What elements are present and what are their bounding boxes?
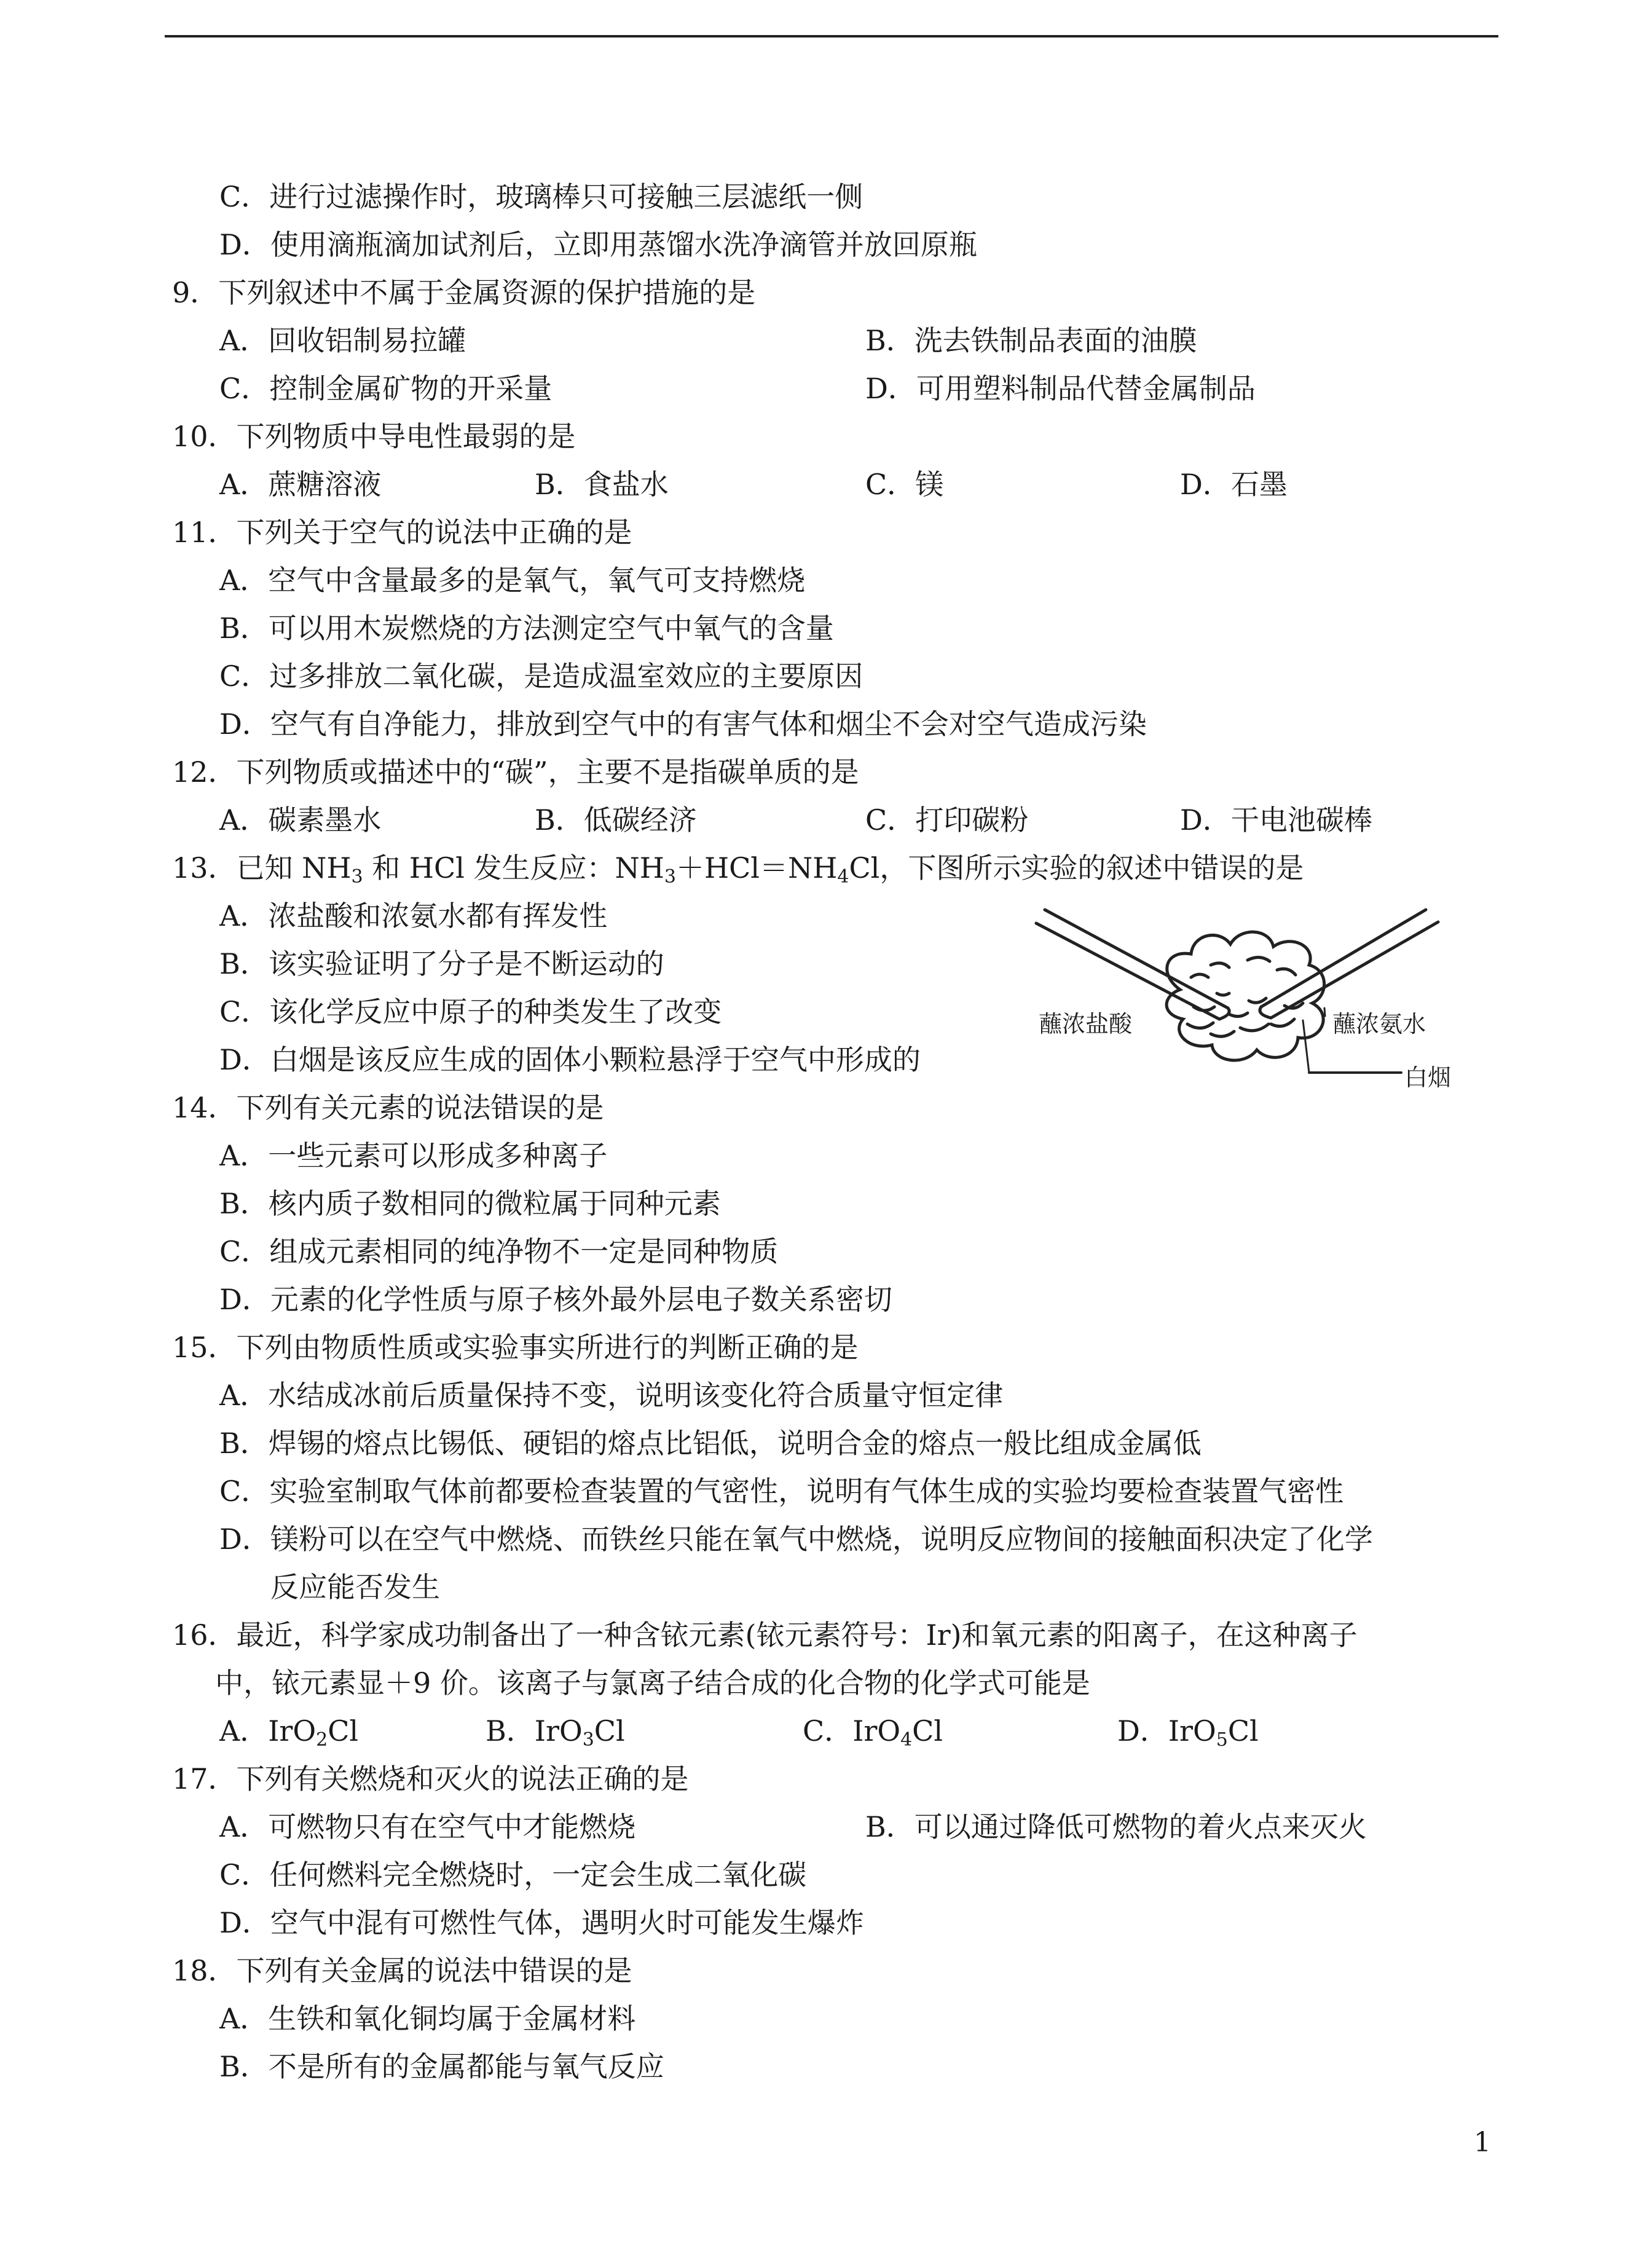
- q15-stem: 15．下列由物质性质或实验事实所进行的判断正确的是: [172, 1331, 859, 1364]
- q15-option-d: D．镁粉可以在空气中燃烧、而铁丝只能在氧气中燃烧，说明反应物间的接触面积决定了化学: [219, 1523, 1373, 1556]
- q15-option-c: C．实验室制取气体前都要检查装置的气密性，说明有气体生成的实验均要检查装置气密性: [219, 1475, 1344, 1508]
- q16-option-d: D．IrO$_5$Cl: [1117, 1714, 1259, 1751]
- q16-option-b: B．IrO$_3$Cl: [486, 1714, 625, 1751]
- q10-option-c: C．镁: [865, 468, 944, 501]
- header-rule: [165, 35, 1498, 37]
- q11-option-c: C．过多排放二氧化碳，是造成温室效应的主要原因: [219, 660, 863, 693]
- q9-option-a: A．回收铝制易拉罐: [219, 324, 466, 357]
- q9-option-d: D．可用塑料制品代替金属制品: [865, 372, 1256, 405]
- q16-option-a: A．IrO$_2$Cl: [219, 1714, 359, 1751]
- q10-option-d: D．石墨: [1180, 468, 1288, 501]
- q13-option-a: A．浓盐酸和浓氨水都有挥发性: [219, 899, 608, 932]
- q11-option-a: A．空气中含量最多的是氧气，氧气可支持燃烧: [219, 564, 806, 597]
- q12-option-a: A．碳素墨水: [219, 803, 382, 837]
- q14-option-d: D．元素的化学性质与原子核外最外层电子数关系密切: [219, 1283, 892, 1316]
- q13-option-d: D．白烟是该反应生成的固体小颗粒悬浮于空气中形成的: [219, 1043, 921, 1076]
- q15-option-b: B．焊锡的熔点比锡低、硬铝的熔点比铝低，说明合金的熔点一般比组成金属低: [219, 1427, 1202, 1460]
- q9-stem: 9．下列叙述中不属于金属资源的保护措施的是: [172, 276, 756, 309]
- q17-option-a: A．可燃物只有在空气中才能燃烧: [219, 1810, 636, 1843]
- page-number: 1: [1474, 2127, 1491, 2158]
- q12-stem: 12．下列物质或描述中的“碳”，主要不是指碳单质的是: [172, 755, 859, 789]
- label-concentrated-hcl: 蘸浓盐酸: [1039, 1011, 1133, 1038]
- q15-option-a: A．水结成冰前后质量保持不变，说明该变化符合质量守恒定律: [219, 1379, 1004, 1412]
- q12-option-c: C．打印碳粉: [865, 803, 1029, 837]
- q16-stem-continued: 中，铱元素显＋9 价。该离子与氯离子结合成的化合物的化学式可能是: [215, 1666, 1090, 1700]
- q11-option-b: B．可以用木炭燃烧的方法测定空气中氧气的含量: [219, 612, 834, 645]
- q18-stem: 18．下列有关金属的说法中错误的是: [172, 1954, 632, 1987]
- q13-option-c: C．该化学反应中原子的种类发生了改变: [219, 995, 722, 1028]
- q16-stem: 16．最近，科学家成功制备出了一种含铱元素(铱元素符号：Ir)和氧元素的阳离子，在这种离子: [172, 1618, 1358, 1652]
- q9-option-b: B．洗去铁制品表面的油膜: [865, 324, 1197, 357]
- q10-option-b: B．食盐水: [535, 468, 669, 501]
- q18-option-b: B．不是所有的金属都能与氧气反应: [219, 2050, 664, 2083]
- q16-option-c: C．IrO$_4$Cl: [803, 1714, 943, 1751]
- q11-option-d: D．空气有自净能力，排放到空气中的有害气体和烟尘不会对空气造成污染: [219, 707, 1147, 741]
- q8-option-d: D．使用滴瓶滴加试剂后，立即用蒸馏水洗净滴管并放回原瓶: [219, 228, 977, 261]
- q14-option-a: A．一些元素可以形成多种离子: [219, 1139, 608, 1172]
- q10-option-a: A．蔗糖溶液: [219, 468, 382, 501]
- q12-option-b: B．低碳经济: [535, 803, 697, 837]
- label-concentrated-ammonia: 蘸浓氨水: [1332, 1011, 1426, 1038]
- q18-option-a: A．生铁和氧化铜均属于金属材料: [219, 2002, 636, 2035]
- q13-option-b: B．该实验证明了分子是不断运动的: [219, 947, 664, 980]
- q17-option-c: C．任何燃料完全燃烧时，一定会生成二氧化碳: [219, 1858, 807, 1891]
- q14-option-c: C．组成元素相同的纯净物不一定是同种物质: [219, 1235, 779, 1268]
- q10-stem: 10．下列物质中导电性最弱的是: [172, 420, 576, 453]
- q14-stem: 14．下列有关元素的说法错误的是: [172, 1091, 604, 1124]
- q14-option-b: B．核内质子数相同的微粒属于同种元素: [219, 1187, 721, 1220]
- q12-option-d: D．干电池碳棒: [1180, 803, 1372, 837]
- q13-experiment-figure: [1032, 897, 1463, 1119]
- q17-option-d: D．空气中混有可燃性气体，遇明火时可能发生爆炸: [219, 1906, 864, 1939]
- q17-stem: 17．下列有关燃烧和灭火的说法正确的是: [172, 1762, 689, 1795]
- q9-option-c: C．控制金属矿物的开采量: [219, 372, 553, 405]
- q17-option-b: B．可以通过降低可燃物的着火点来灭火: [865, 1810, 1367, 1843]
- q8-option-c: C．进行过滤操作时，玻璃棒只可接触三层滤纸一侧: [219, 180, 863, 213]
- label-white-smoke: 白烟: [1404, 1064, 1452, 1091]
- q13-stem: 13．已知 $NH_3$ 和 HCl 发生反应：$NH_3+HCl=NH_4Cl$，下图所示实验的叙述中错误的是: [172, 851, 1304, 888]
- q11-stem: 11．下列关于空气的说法中正确的是: [172, 516, 632, 549]
- q15-option-d-continued: 反应能否发生: [270, 1570, 440, 1604]
